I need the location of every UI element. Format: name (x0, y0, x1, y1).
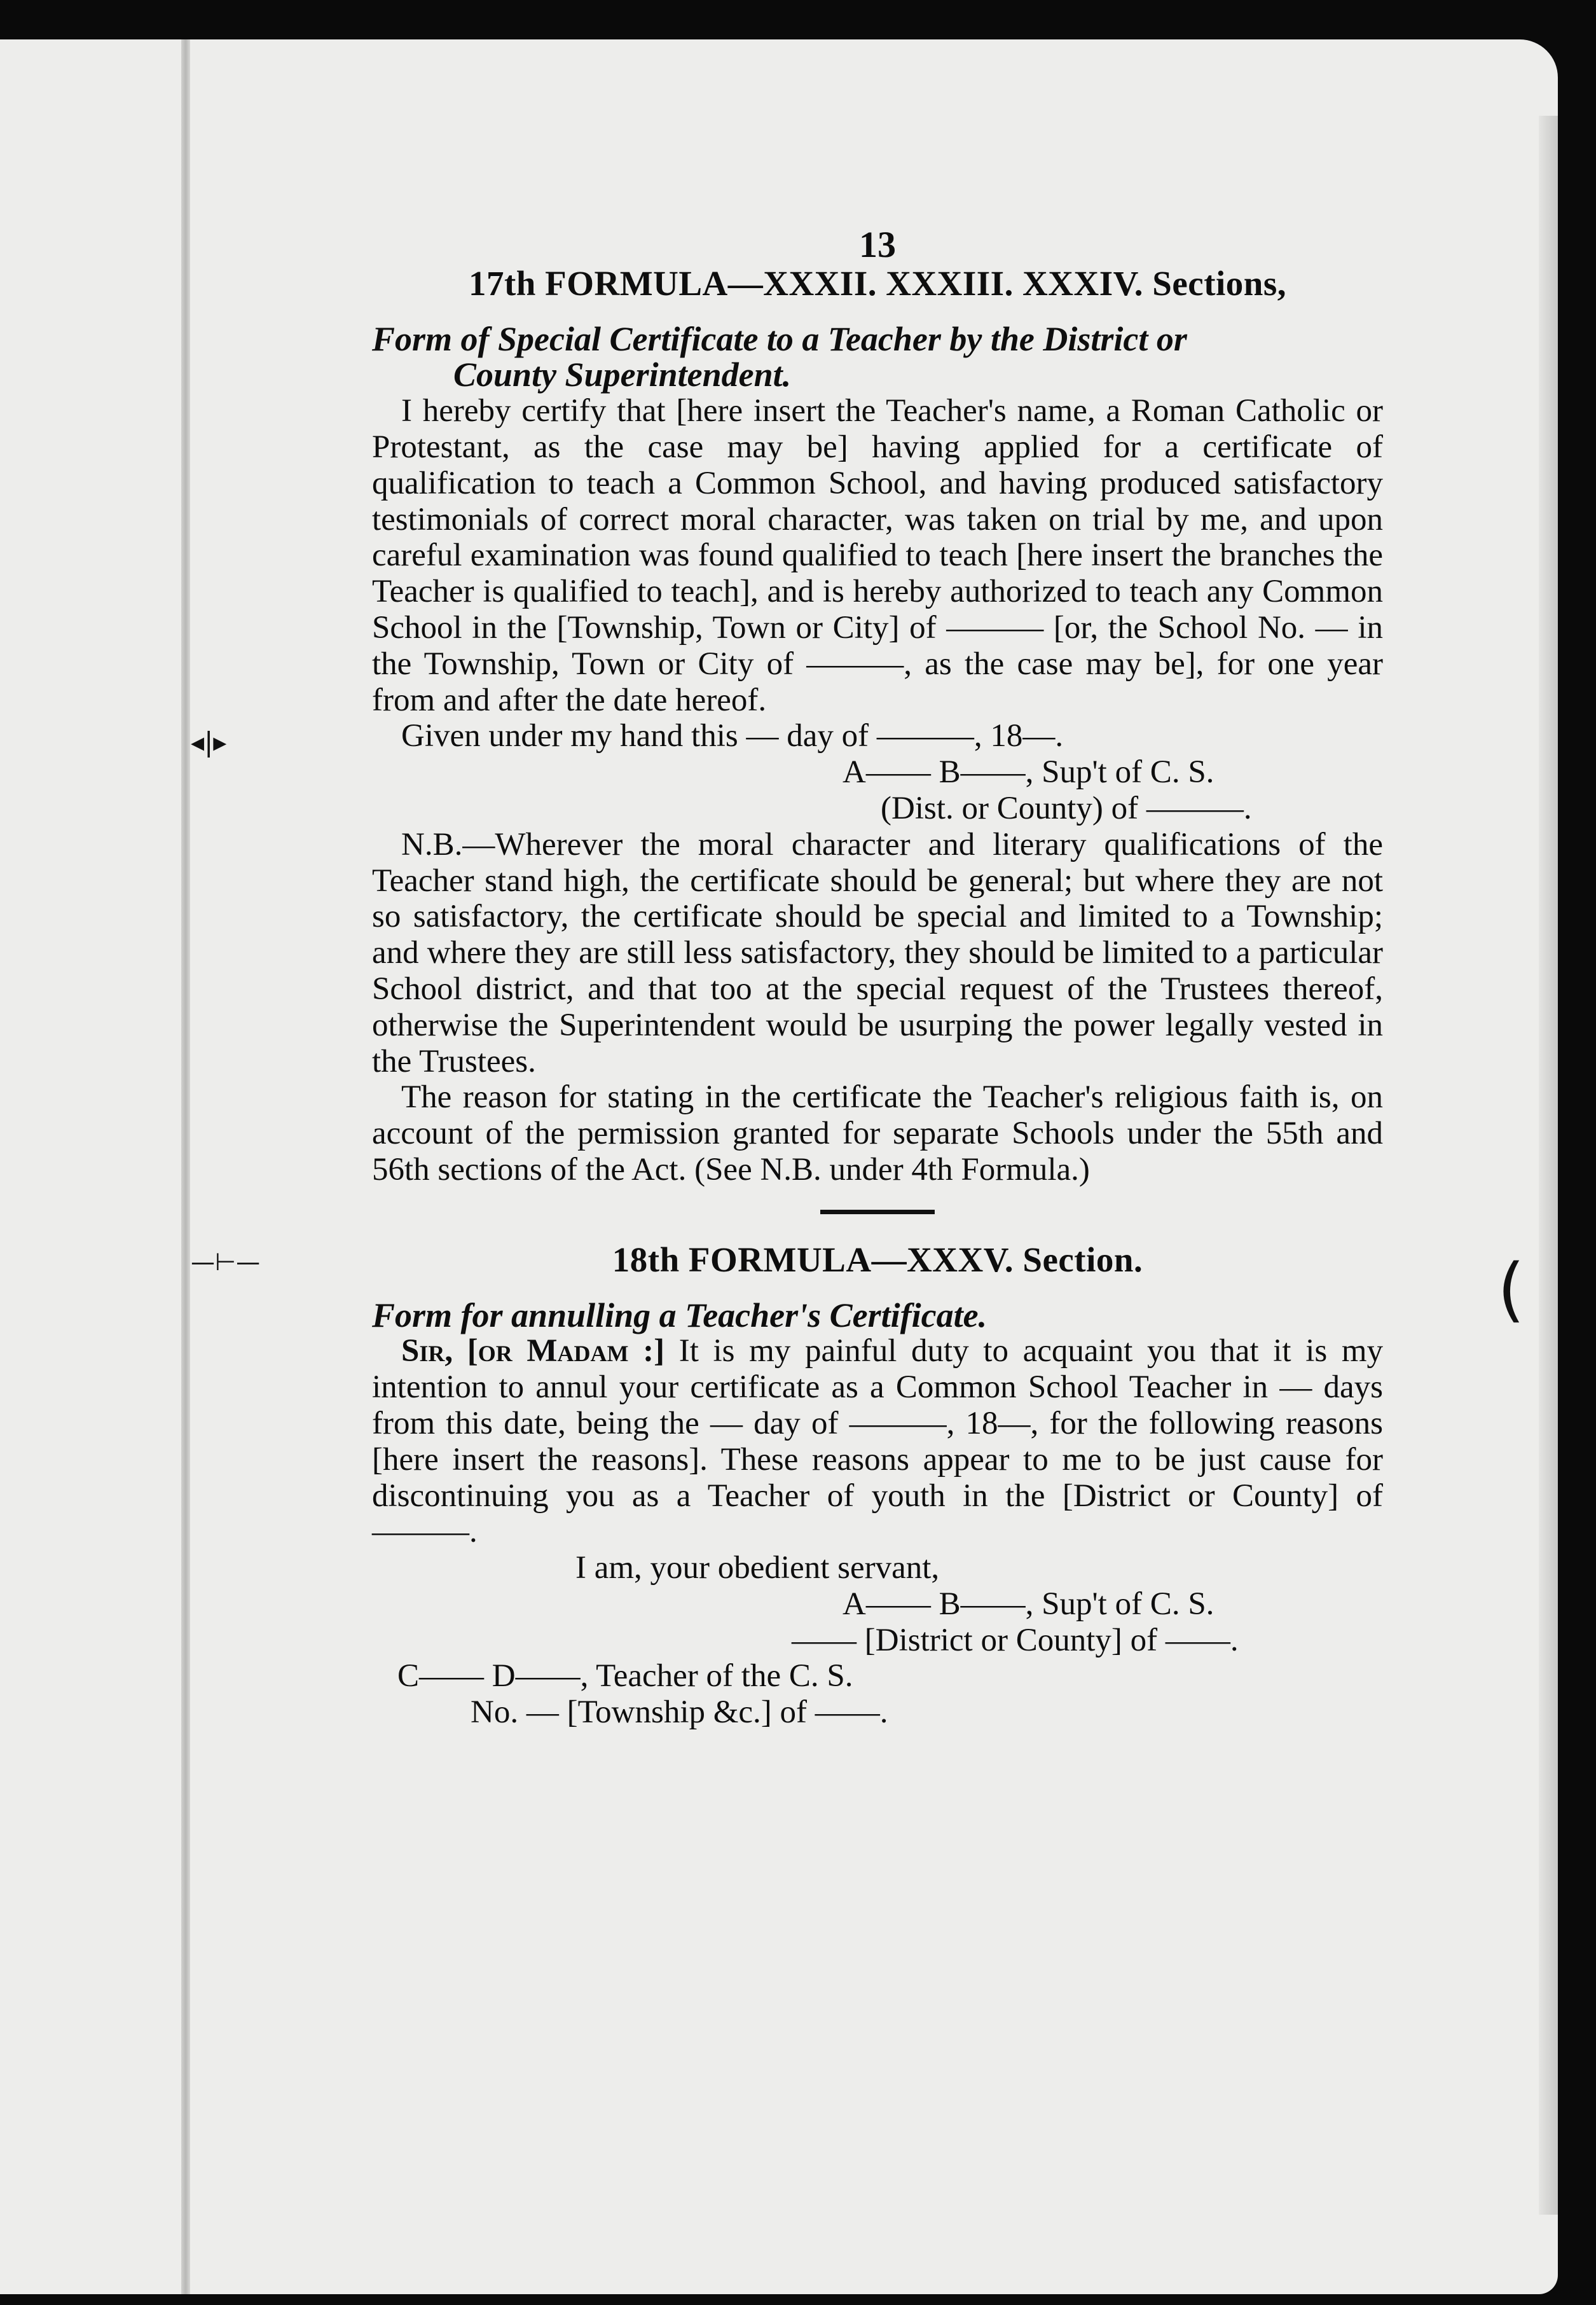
formula-17-title-line1: Form of Special Certificate to a Teacher by the District or (372, 319, 1187, 358)
formula-18-signature: A—— B——, Sup't of C. S. (843, 1586, 1214, 1622)
formula-18-closing: I am, your obedient servant, (575, 1550, 940, 1586)
formula-17-title (372, 321, 1383, 394)
formula-18-body: It is my painful duty to acquaint you that it is my intention to annul your certificate as a Common School Teacher in — days from this date, being the — day of ———, 18—, for the following reasons [here insert the reasons]. These reasons appear to me to be just cause for discontinuing you as a Teacher of youth in the [District or County] of ———. (372, 1333, 1384, 1550)
formula-18-heading: 18th FORMULA—XXXV. Section. (612, 1240, 1143, 1279)
page-text (372, 224, 1384, 1731)
formula-17-signature-office: (Dist. or County) of ———. (881, 790, 1252, 826)
formula-17-reason: The reason for stating in the certificate the Teacher's religious faith is, on account of the permission granted for separate Schools under the 55th and 56th sections of the Act. (See N.B. under 4th Formula.) (372, 1079, 1383, 1187)
formula-18-addressee-location: No. — [Township &c.] of ——. (471, 1694, 888, 1731)
formula-17-given: Given under my hand this — day of ———, 18—. (401, 718, 1064, 754)
page-edge (1539, 116, 1558, 2215)
margin-mark-left-2: —⊢— (191, 1248, 261, 1276)
section-divider (820, 1210, 935, 1214)
margin-mark-right: ( (1497, 1249, 1525, 1330)
formula-18-body-paragraph (372, 1333, 1383, 1550)
formula-17-signature: A—— B——, Sup't of C. S. (843, 754, 1214, 791)
formula-17-nota-bene: N.B.—Wherever the moral character and literary qualifications of the Teacher stand high, the certificate should be general; but where they are not so satisfactory, the certificate should be special and limited to a Township; and where they are still less satisfactory, they should be limited to a particular School district, and that too at the special request of the Trustees thereof, otherwise the Superintendent would be usurping the power legally vested in the Trustees. (372, 826, 1383, 1079)
margin-mark-left-1: ◂|▸ (191, 726, 227, 758)
book-page (0, 39, 1558, 2294)
formula-18-salutation: Sir, [or Madam :] (401, 1333, 665, 1369)
formula-18-signature-office: —— [District or County] of ——. (792, 1622, 1239, 1658)
page-gutter (181, 39, 190, 2294)
formula-18-title: Form for annulling a Teacher's Certificate. (372, 1296, 987, 1334)
formula-17-body: I hereby certify that [here insert the Teacher's name, a Roman Catholic or Protestant, as the case may be] having applied for a certificate of qualification to teach a Common School, and having produced satisfactory testimonials of correct moral character, was taken on trial by me, and upon careful examination was found qualified to teach [here insert the branches the Teacher is qualified to teach], and is hereby authorized to teach any Common School in the [Township, Town or City] of ——— [or, the School No. — in the Township, Town or City of ———, as the case may be], for one year from and after the date hereof. (372, 393, 1383, 718)
page-number: 13 (859, 224, 896, 265)
formula-18-addressee: C—— D——, Teacher of the C. S. (397, 1658, 853, 1694)
formula-17-title-line2: County Superintendent. (453, 356, 792, 394)
formula-17-heading: 17th FORMULA—XXXII. XXXIII. XXXIV. Sections, (468, 263, 1287, 303)
